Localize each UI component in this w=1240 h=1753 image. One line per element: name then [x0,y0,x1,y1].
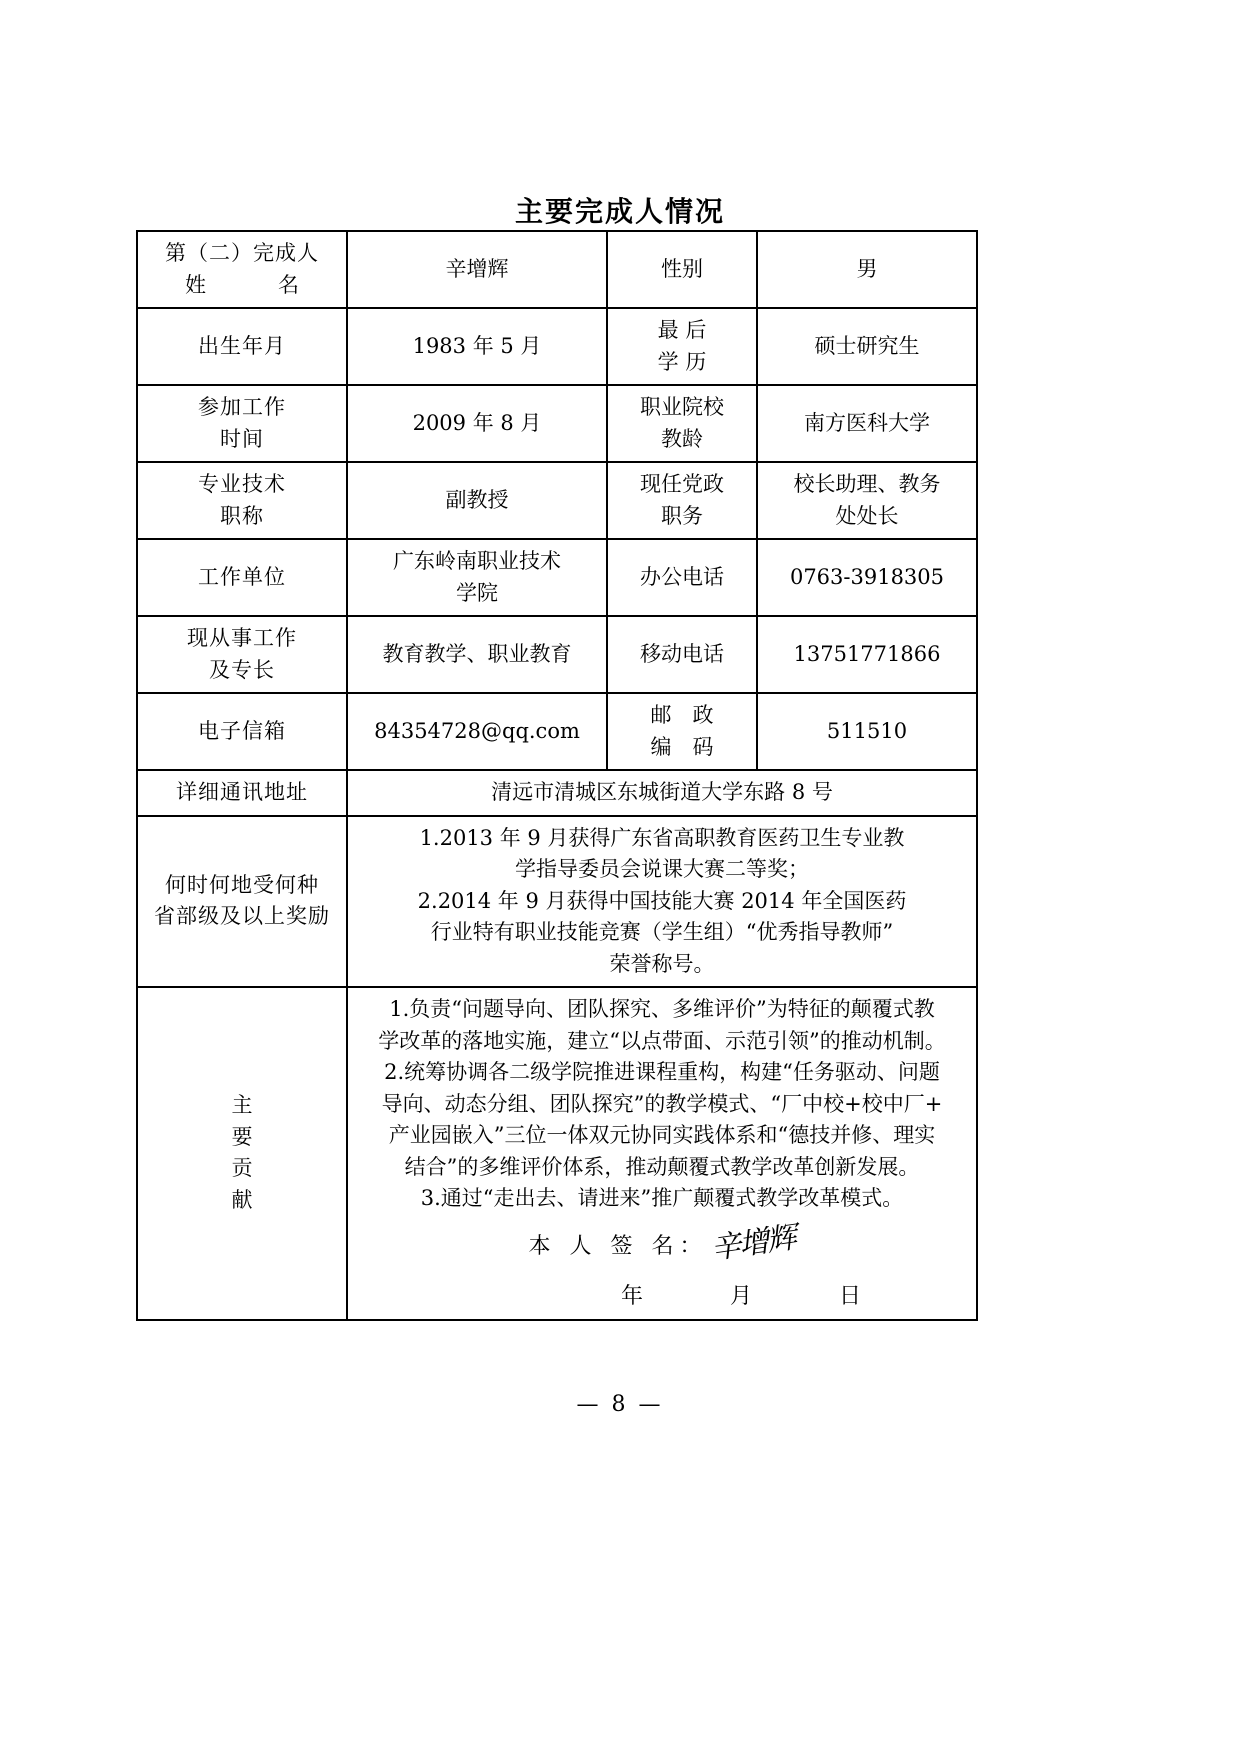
cell-unit-value [347,539,607,616]
awards-line: 学指导委员会说课大赛二等奖； [515,857,809,881]
page-number: — 8 — [576,1392,664,1417]
post-value-line2: 处处长 [835,503,899,528]
cell-email-label: 电子信箱 [137,693,347,770]
cell-techtitle-value: 副教授 [347,462,607,539]
contribution-line: 产业园嵌入”三位一体双元协同实践体系和“德技并修、理实 [388,1123,936,1147]
education-label-line1: 最 后 [657,318,707,342]
workstart-label-line2: 时间 [220,426,264,451]
cell-education-label [607,308,757,385]
name-label-line2: 姓 名 [185,272,309,297]
contribution-label-char: 主 [231,1093,253,1118]
cell-zip-value: 511510 [757,693,977,770]
awards-label-line2: 省部级及以上奖励 [154,904,330,929]
cell-birth-label: 出生年月 [137,308,347,385]
zip-label-line1: 邮 政 [650,703,714,727]
cell-birth-value: 1983 年 5 月 [347,308,607,385]
cell-gender-value: 男 [757,231,977,308]
zip-label-line2: 编 码 [650,734,714,759]
contribution-line: 学改革的落地实施，建立“以点带面、示范引领”的推动机制。 [378,1028,946,1053]
contribution-line: 3.通过“走出去、请进来”推广颠覆式教学改革模式。 [420,1186,904,1210]
cell-seniority-label [607,385,757,462]
cell-workstart-label [137,385,347,462]
cell-name-value: 辛增辉 [347,231,607,308]
contribution-line: 导向、动态分组、团队探究”的教学模式、“厂中校+校中厂+ [381,1091,943,1116]
currentwork-label-line2: 及专长 [209,657,275,682]
handwritten-signature: 辛增辉 [709,1219,798,1267]
contribution-label-char: 献 [231,1187,253,1212]
table-row [137,693,977,770]
table-row [137,770,977,816]
table-row [137,816,977,988]
post-label-line1: 现任党政 [640,472,724,496]
currentwork-label-line1: 现从事工作 [187,626,297,650]
date-day-label: 日 [839,1283,864,1309]
cell-address-value: 清远市清城区东城街道大学东路 8 号 [347,770,977,816]
main-info-table [136,230,978,1321]
cell-address-label: 详细通讯地址 [137,770,347,816]
table-row [137,616,977,693]
date-row [356,1280,968,1313]
cell-workstart-value: 2009 年 8 月 [347,385,607,462]
awards-line: 行业特有职业技能竞赛（学生组）“优秀指导教师” [430,920,894,944]
awards-line: 2.2014 年 9 月获得中国技能大赛 2014 年全国医药 [417,888,907,913]
signature-label: 本 人 签 名： [528,1233,708,1259]
education-label-line2: 学 历 [657,349,707,374]
cell-post-value [757,462,977,539]
unit-value-line2: 学院 [456,580,498,605]
contribution-label-char: 贡 [231,1156,253,1181]
seniority-label-line2: 教龄 [661,426,703,451]
cell-awards-label [137,816,347,988]
awards-line: 1.2013 年 9 月获得广东省高职教育医药卫生专业教 [419,825,905,850]
cell-techtitle-label [137,462,347,539]
cell-mobile-label: 移动电话 [607,616,757,693]
contribution-line: 1.负责“问题导向、团队探究、多维评价”为特征的颠覆式教 [389,997,935,1021]
date-year-label: 年 [620,1283,645,1309]
cell-contribution-label [137,987,347,1320]
post-value-line1: 校长助理、教务 [793,472,941,496]
table-row [137,539,977,616]
cell-post-label [607,462,757,539]
cell-awards-value [347,816,977,988]
table-row [137,462,977,539]
cell-seniority-value: 南方医科大学 [757,385,977,462]
cell-mobile-value: 13751771866 [757,616,977,693]
cell-contribution-value [347,987,977,1320]
cell-office-phone-label: 办公电话 [607,539,757,616]
page-title: 主要完成人情况 [514,195,725,228]
cell-office-phone-value: 0763-3918305 [757,539,977,616]
cell-zip-label [607,693,757,770]
seniority-label-line1: 职业院校 [640,395,724,419]
workstart-label-line1: 参加工作 [198,395,286,419]
cell-name-label [137,231,347,308]
signature-row [356,1221,968,1266]
contribution-label-char: 要 [231,1124,253,1149]
cell-unit-label: 工作单位 [137,539,347,616]
techtitle-label-line1: 专业技术 [198,472,286,496]
table-row [137,308,977,385]
awards-label-line1: 何时何地受何种 [165,872,319,897]
date-month-label: 月 [729,1283,754,1309]
name-label-line1: 第（二）完成人 [165,241,319,265]
cell-currentwork-value: 教育教学、职业教育 [347,616,607,693]
contribution-line: 结合”的多维评价体系，推动颠覆式教学改革创新发展。 [404,1154,920,1179]
cell-gender-label: 性别 [607,231,757,308]
contribution-line: 2.统筹协调各二级学院推进课程重构，构建“任务驱动、问题 [384,1060,940,1084]
table-row [137,385,977,462]
techtitle-label-line2: 职称 [220,503,264,528]
cell-currentwork-label [137,616,347,693]
table-row [137,231,977,308]
cell-education-value: 硕士研究生 [757,308,977,385]
unit-value-line1: 广东岭南职业技术 [393,549,561,573]
post-label-line2: 职务 [661,503,703,528]
cell-email-value: 84354728@qq.com [347,693,607,770]
table-row [137,987,977,1320]
awards-line: 荣誉称号。 [609,951,715,976]
